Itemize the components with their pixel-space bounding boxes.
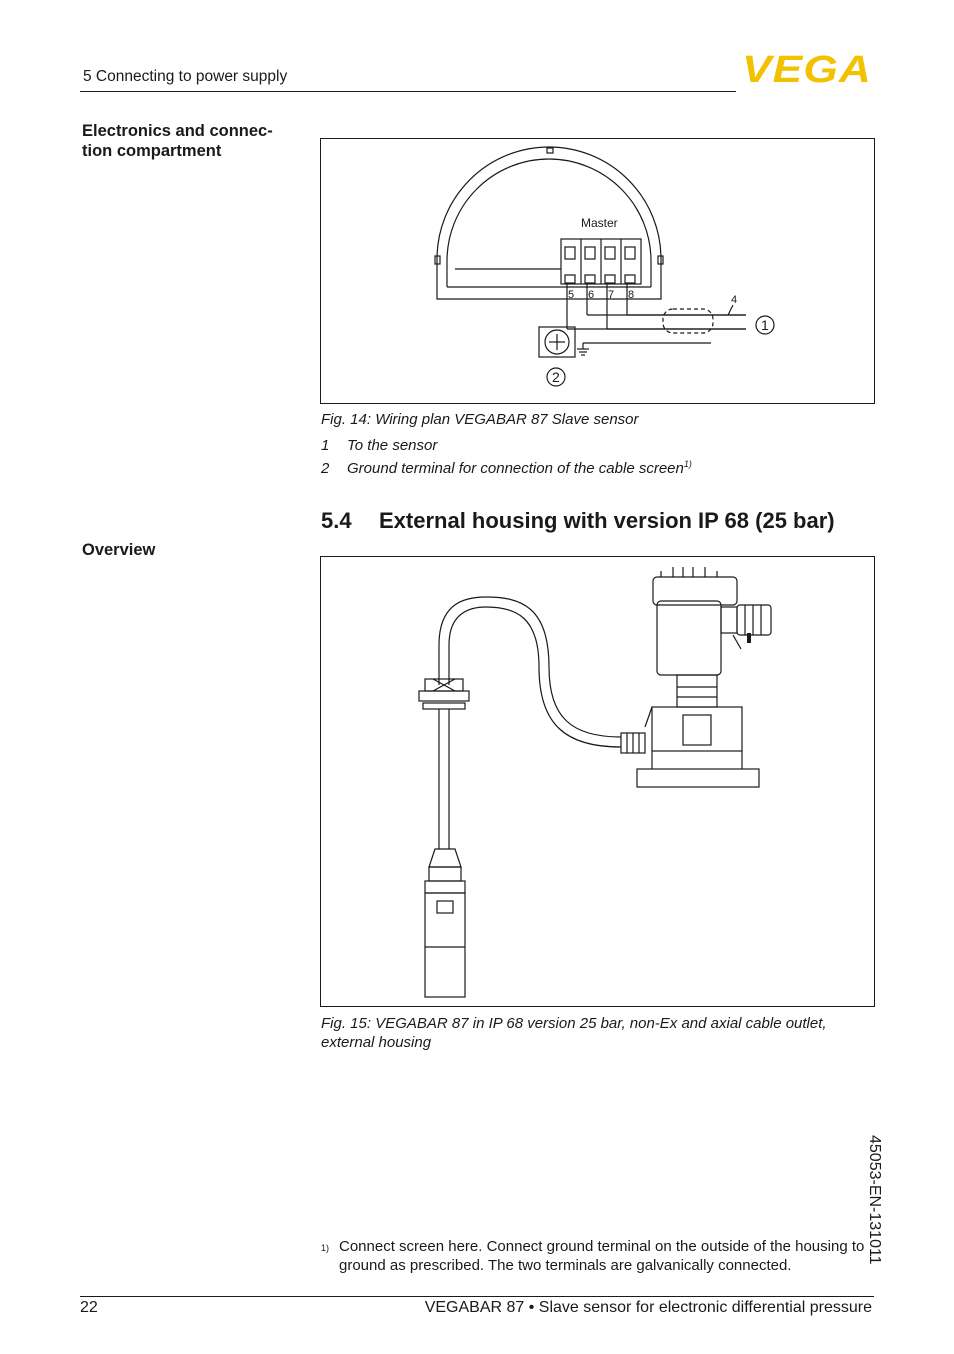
external-housing-drawing (321, 557, 874, 1006)
terminal-6-label: 6 (588, 289, 595, 301)
overview-label: Overview (82, 541, 156, 559)
section-number: 5.4 (321, 508, 352, 533)
document-number: 45053-EN-131011 (866, 1135, 883, 1265)
document-title: VEGABAR 87 • Slave sensor for electronic differential pressure (424, 1299, 872, 1316)
external-housing-figure (320, 556, 875, 1007)
section-heading (321, 508, 835, 534)
terminal-7-label: 7 (608, 289, 615, 301)
legend-text: To the sensor (347, 437, 438, 454)
section-title: External housing with version IP 68 (25 bar) (379, 508, 835, 533)
figure14-legend-item-1 (321, 436, 437, 455)
footer-rule (80, 1296, 874, 1297)
logo-text: VEGA (742, 52, 872, 84)
legend-number: 2 (321, 460, 330, 477)
terminal-5-label: 5 (568, 289, 575, 301)
header-rule (80, 91, 736, 92)
wiring-diagram (321, 139, 874, 403)
legend-number: 1 (321, 437, 330, 454)
figure15-caption-line1: Fig. 15: VEGABAR 87 in IP 68 version 25 bar, non-Ex and axial cable outlet, (321, 1015, 827, 1032)
vega-logo (742, 52, 872, 84)
wiring-plan-figure (320, 138, 875, 404)
running-header: 5 Connecting to power supply (83, 68, 288, 85)
terminal-8-label: 8 (628, 289, 635, 301)
callout-1: 1 (761, 317, 769, 333)
electronics-compartment-label: Electronics and connec- tion compartment (82, 122, 273, 160)
footnote-ref: 1) (683, 459, 692, 469)
terminal-4-label: 4 (731, 294, 738, 306)
legend-text: Ground terminal for connection of the cable screen (347, 460, 684, 477)
figure14-legend-item-2 (321, 455, 692, 478)
footnote-text: Connect screen here. Connect ground terminal on the outside of the housing to ground as prescribed. The two terminals are galvanically connected. (339, 1238, 865, 1274)
callout-2: 2 (552, 369, 560, 385)
footnote (321, 1237, 881, 1275)
footnote-marker: 1) (321, 1243, 330, 1253)
master-label: Master (581, 216, 618, 230)
page-number: 22 (80, 1299, 98, 1316)
figure14-caption: Fig. 14: Wiring plan VEGABAR 87 Slave sensor (321, 411, 639, 428)
figure15-caption-line2: external housing (321, 1034, 432, 1051)
